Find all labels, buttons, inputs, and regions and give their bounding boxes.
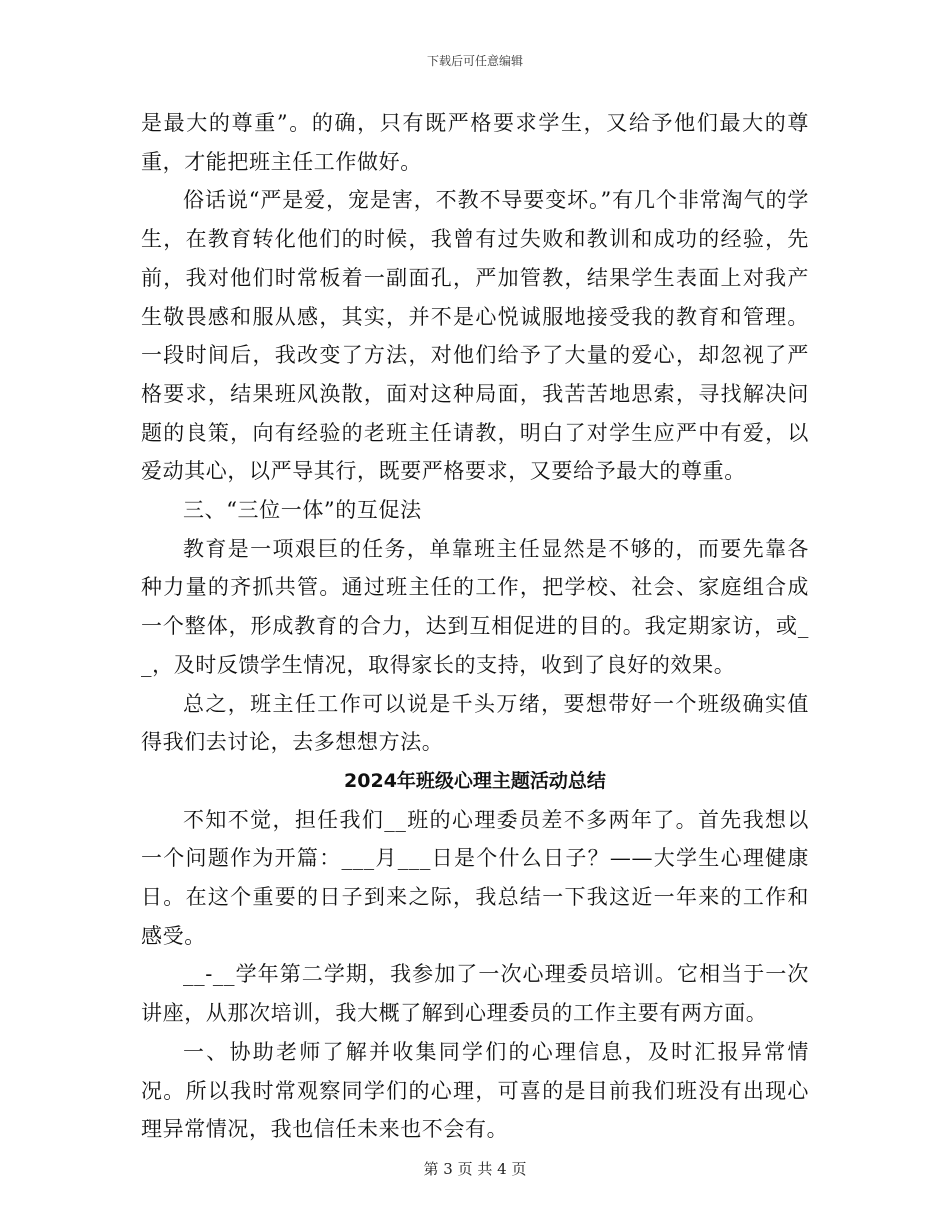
paragraph-strict-and-love: 俗话说“严是爱，宠是害，不教不导要变坏。”有几个非常淘气的学生，在教育转化他们的时候，我曾有过失败和教训和成功的经验，先前，我对他们时常板着一副面孔，严加管教，结果学生表面上对我产生敬畏感和服从感，其实，并不是心悦诚服地接受我的教育和管理。一段时间后，我改变了方法，对他们给予了大量的爱心，却忽视了严格要求，结果班风涣散，面对这种局面，我苦苦地思索，寻找解决问题的良策，向有经验的老班主任请教，明白了对学生应严中有爱，以爱动其心，以严导其行，既要严格要求，又要给予最大的尊重。 — [141, 188, 809, 484]
paragraph-training: __-__学年第二学期，我参加了一次心理委员培训。它相当于一次讲座，从那次培训，我大概了解到心理委员的工作主要有两方面。 — [141, 962, 809, 1026]
header-note: 下载后可任意编辑 — [426, 54, 523, 68]
section-heading-three-in-one: 三、“三位一体”的互促法 — [183, 498, 422, 523]
document-title: 2024年班级心理主题活动总结 — [344, 769, 606, 792]
document-body — [141, 104, 809, 1149]
paragraph-summary: 总之，班主任工作可以说是千头万绪，要想带好一个班级确实值得我们去讨论，去多想想方法。 — [141, 691, 809, 755]
paragraph-respect-conclusion: 是最大的尊重”。的确，只有既严格要求学生，又给予他们最大的尊重，才能把班主任工作做好。 — [141, 111, 809, 174]
page-number: 第 3 页 共 4 页 — [423, 1160, 527, 1178]
paragraph-intro: 不知不觉，担任我们__班的心理委员差不多两年了。首先我想以一个问题作为开篇：___月___日是个什么日子？——大学生心理健康日。在这个重要的日子到来之际，我总结一下我这近一年来的工作和感受。 — [141, 807, 809, 948]
paragraph-duty-one: 一、协助老师了解并收集同学们的心理信息，及时汇报异常情况。所以我时常观察同学们的心理，可喜的是目前我们班没有出现心理异常情况，我也信任未来也不会有。 — [141, 1039, 809, 1142]
paragraph-education-cooperation: 教育是一项艰巨的任务，单靠班主任显然是不够的，而要先靠各种力量的齐抓共管。通过班主任的工作，把学校、社会、家庭组合成一个整体，形成教育的合力，达到互相促进的目的。我定期家访，或__，及时反馈学生情况，取得家长的支持，收到了良好的效果。 — [141, 536, 809, 677]
